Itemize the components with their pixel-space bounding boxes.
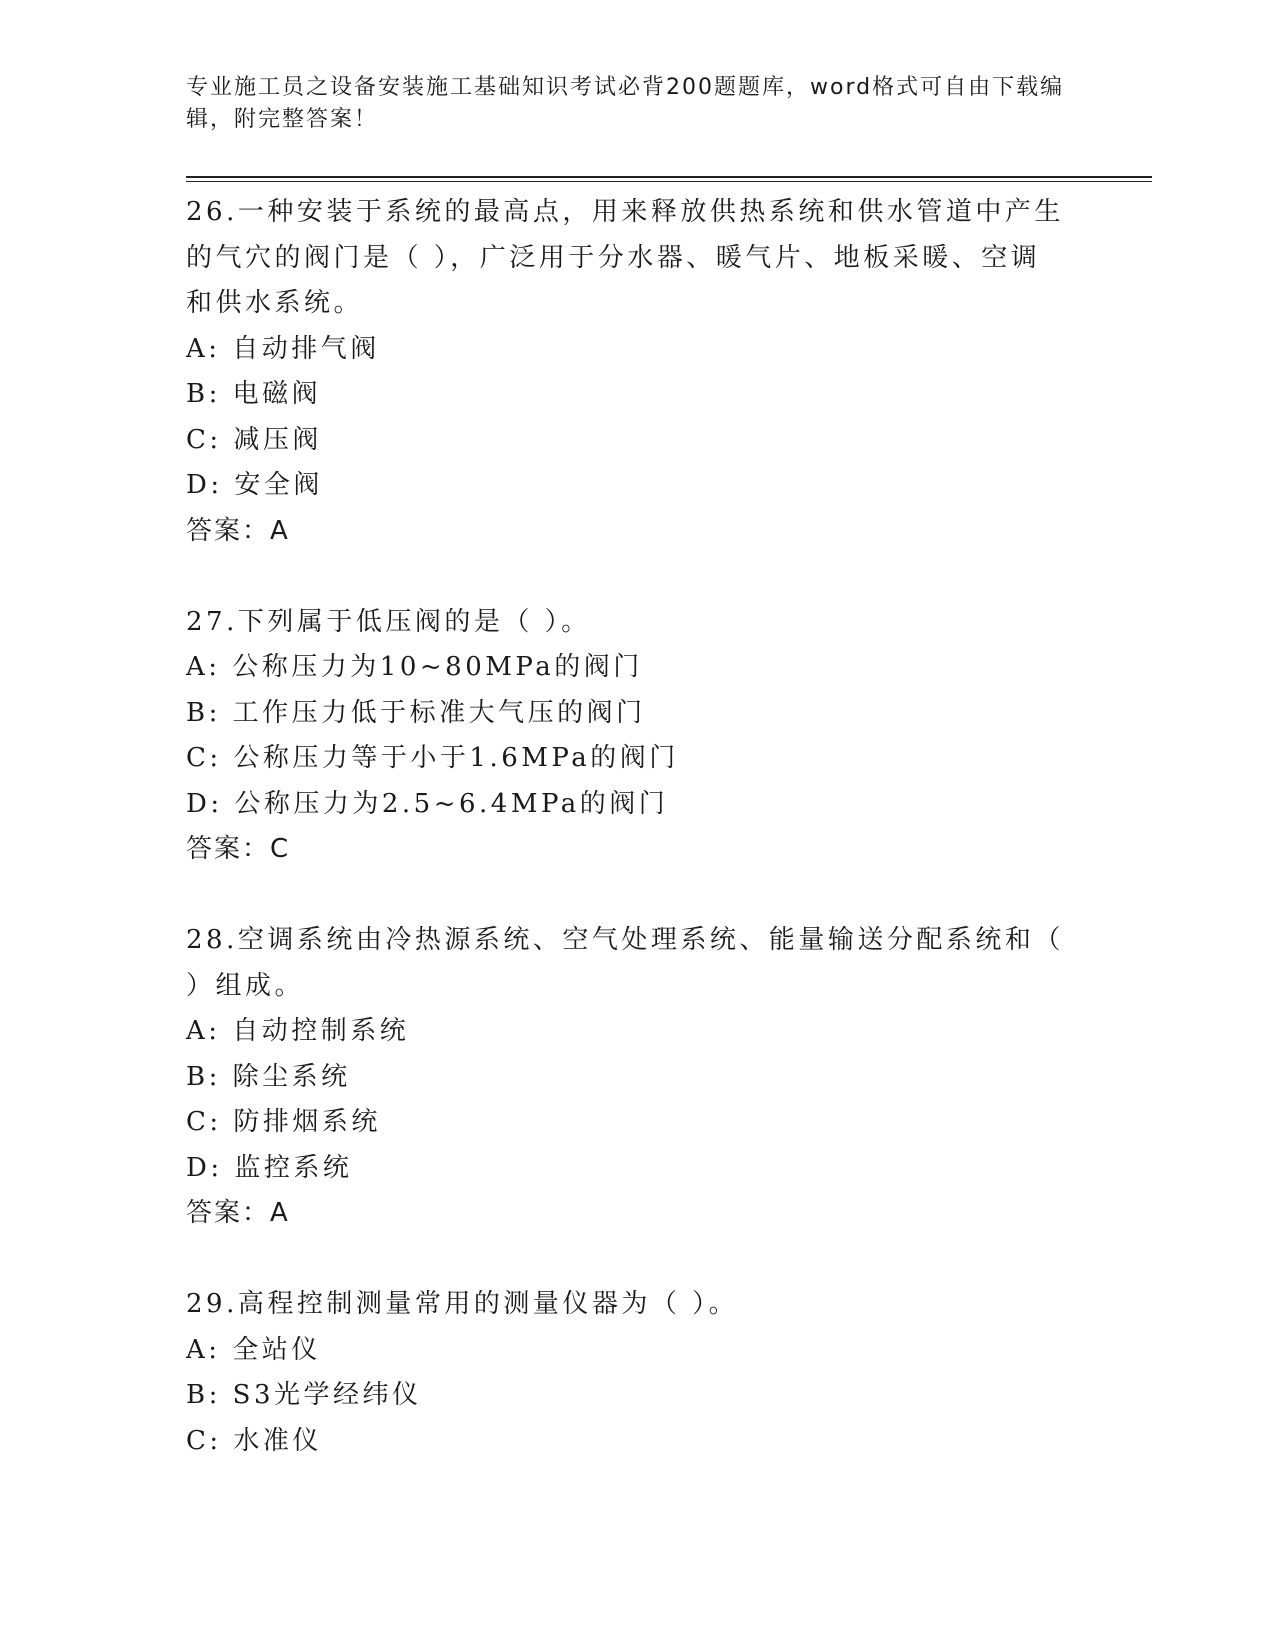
question-text: 26.一种安装于系统的最高点，用来释放供热系统和供水管道中产生的气穴的阀门是（ ），广泛用于分水器、暖气片、地板采暖、空调和供水系统。 (186, 197, 1064, 318)
option-d: D: 监控系统 (186, 1152, 353, 1183)
option-b: B: 除尘系统 (186, 1061, 351, 1092)
option-c: C: 防排烟系统 (186, 1107, 381, 1137)
question-26 (186, 190, 1066, 554)
header-rule-thick (186, 176, 1152, 178)
option-a: A: 自动控制系统 (186, 1016, 410, 1046)
option-d: D: 安全阀 (186, 470, 323, 500)
question-list (186, 190, 1066, 1464)
option-b: B: S3光学经纬仪 (186, 1380, 422, 1410)
answer: 答案：A (186, 515, 290, 546)
header-rule-thin (186, 181, 1152, 182)
question-27 (186, 600, 1066, 873)
answer: 答案：C (186, 834, 291, 864)
option-a: A: 公称压力为10~80MPa的阀门 (186, 652, 643, 682)
question-29 (186, 1282, 1066, 1464)
question-28 (186, 918, 1066, 1237)
option-a: A: 自动排气阀 (186, 333, 380, 364)
answer: 答案：A (186, 1198, 290, 1228)
option-a: A: 全站仪 (186, 1334, 321, 1365)
document-header: 专业施工员之设备安装施工基础知识考试必背200题题库，word格式可自由下载编辑，附完整答案！ (186, 75, 1065, 132)
spacer (186, 1237, 1066, 1283)
option-c: C: 水准仪 (186, 1425, 322, 1456)
question-text: 28.空调系统由冷热源系统、空气处理系统、能量输送分配系统和（ ）组成。 (186, 925, 1064, 1001)
option-b: B: 电磁阀 (186, 379, 322, 409)
option-d: D: 公称压力为2.5~6.4MPa的阀门 (186, 788, 669, 819)
question-text: 29.高程控制测量常用的测量仪器为（ ）。 (186, 1289, 739, 1319)
spacer (186, 554, 1066, 600)
spacer (186, 873, 1066, 919)
option-c: C: 公称压力等于小于1.6MPa的阀门 (186, 743, 679, 773)
option-b: B: 工作压力低于标准大气压的阀门 (186, 697, 646, 728)
question-text: 27.下列属于低压阀的是（ ）。 (186, 606, 591, 637)
option-c: C: 减压阀 (186, 424, 322, 455)
